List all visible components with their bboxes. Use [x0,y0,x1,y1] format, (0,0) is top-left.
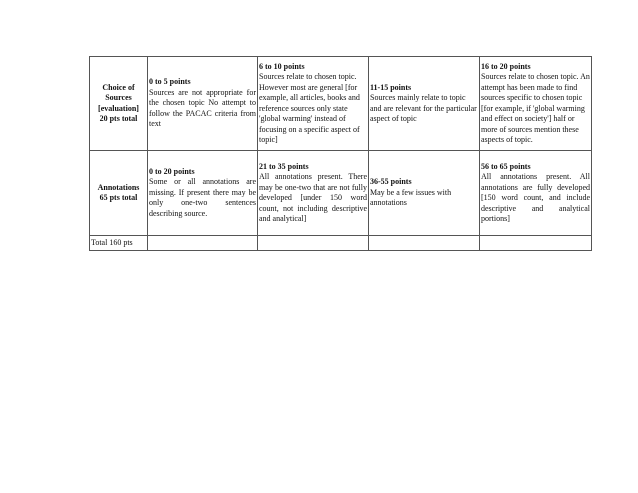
row-header-line: 20 pts total [99,114,138,123]
criteria-text: Sources relate to chosen topic. An attempt has been made to find sources specific to chosen topic [for example, if 'global warming and effect on society'] half or more of sources mention these aspects of topic. [481,72,590,144]
rubric-cell [258,57,369,151]
row-header-line: Annotations [97,182,140,192]
row-header-line: Choice of [102,82,135,92]
criteria-text: Sources mainly relate to topic and are relevant for the particular aspect of topic [370,93,477,123]
row-header-line: [evaluation] [98,103,139,113]
row-header-annotations [90,151,148,236]
rubric-cell [369,151,480,236]
rubric-cell [258,151,369,236]
criteria-text: Sources relate to chosen topic. However most are general [for example, all articles, books and reference sources only state 'global warming' instead of focusing on a specific aspect of topic] [259,72,360,144]
points-range: 0 to 5 points [149,77,191,87]
empty-cell [480,236,592,251]
points-range: 36-55 points [370,177,412,187]
rubric-cell [148,151,258,236]
table-row-choice-of-sources [90,57,592,151]
row-header-choice-of-sources [90,57,148,151]
criteria-text: May be a few issues with annotations [370,187,452,208]
criteria-text: Sources are not appropriate for the chosen topic No attempt to follow the PACAC criteria from text [149,87,256,129]
row-header-total: Total 160 pts [90,236,148,251]
criteria-text: All annotations present. All annotations are fully developed [150 word count, and include descriptive and analytical portions] [481,172,590,223]
criteria-text: All annotations present. There may be one-two that are not fully developed [under 150 word count, not including descriptive and analytical] [259,172,367,223]
points-range: 21 to 35 points [259,161,309,171]
rubric-table [89,56,592,251]
rubric-cell [369,57,480,151]
empty-cell [148,236,258,251]
row-header-line: 65 pts total [99,193,138,202]
points-range: 0 to 20 points [149,166,195,176]
points-range: 11-15 points [370,82,412,92]
criteria-text: Some or all annotations are missing. If present there may be only one-two sentences describing source. [149,177,256,218]
points-range: 16 to 20 points [481,61,531,71]
empty-cell [369,236,480,251]
rubric-cell [480,57,592,151]
rubric-cell [148,57,258,151]
table-row-annotations [90,151,592,236]
empty-cell [258,236,369,251]
points-range: 6 to 10 points [259,61,305,71]
points-range: 56 to 65 points [481,161,531,171]
rubric-cell [480,151,592,236]
table-row-total [90,236,592,251]
row-header-line: Sources [105,93,132,102]
